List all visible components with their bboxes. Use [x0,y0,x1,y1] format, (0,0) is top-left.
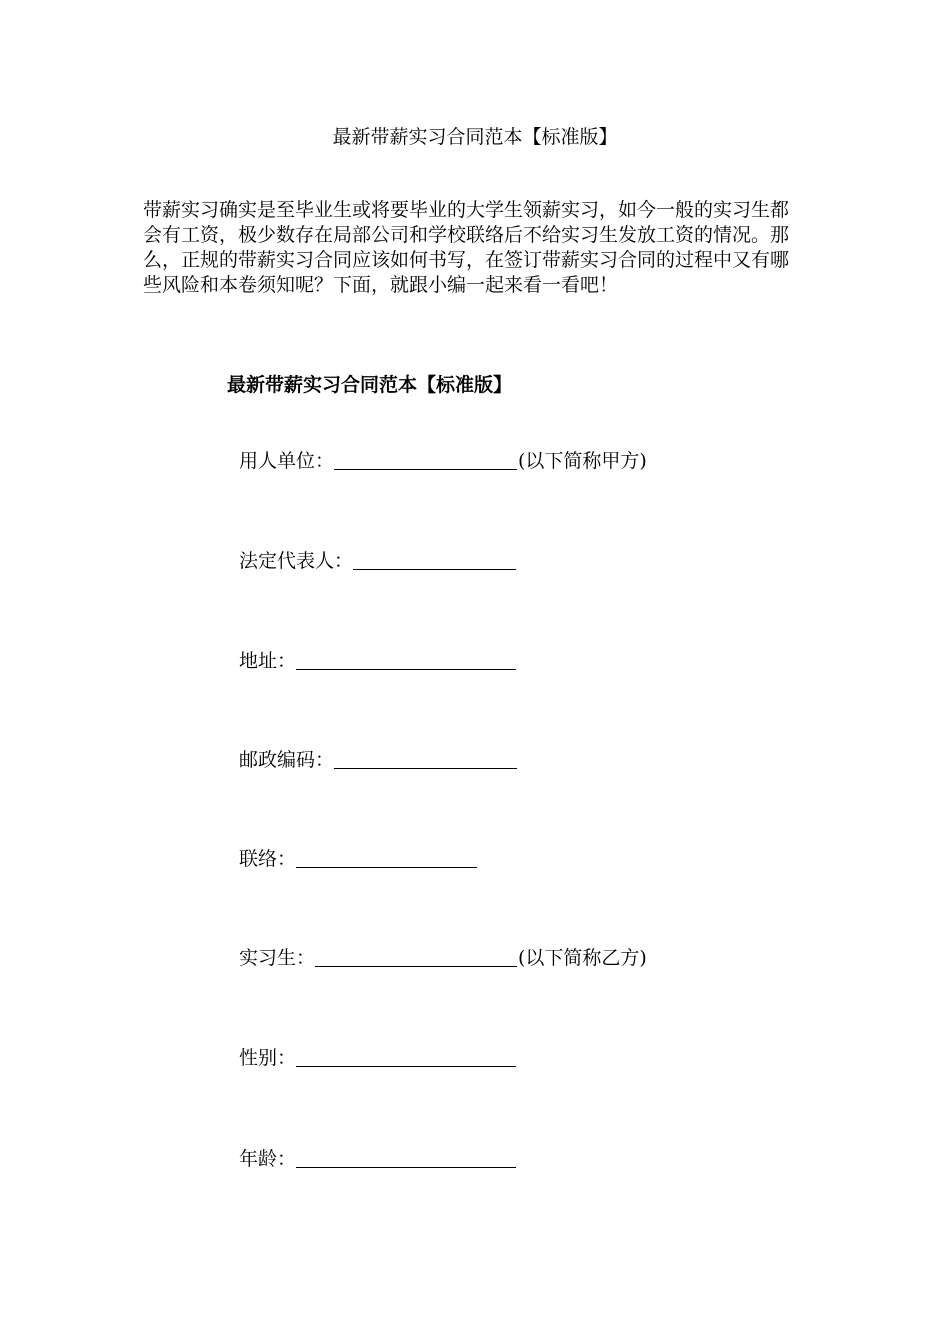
gender-label: 性别： [239,1047,297,1069]
address-field [239,648,516,674]
employer-suffix: (以下简称甲方) [518,450,647,472]
intern-suffix: (以下简称乙方) [518,947,647,969]
employer-field [239,448,647,474]
intro-paragraph [143,198,803,298]
legal-rep-field [239,548,516,574]
address-blank[interactable] [296,649,516,670]
intro-line: 些风险和本卷须知呢？下面，就跟小编一起来看一看吧！ [143,274,619,296]
gender-blank[interactable] [296,1046,516,1067]
page-title: 最新带薪实习合同范本【标准版】 [332,126,618,148]
contact-label: 联络： [239,848,297,870]
gender-field [239,1045,516,1071]
employer-label: 用人单位： [239,450,335,472]
age-field [239,1146,516,1172]
contact-field [239,846,477,872]
legal-rep-label: 法定代表人： [239,550,354,572]
intro-line: 么，正规的带薪实习合同应该如何书写，在签订带薪实习合同的过程中又有哪 [143,249,790,271]
employer-blank[interactable] [334,449,517,470]
postcode-blank[interactable] [334,748,517,769]
age-blank[interactable] [296,1147,516,1168]
intro-line: 会有工资，极少数存在局部公司和学校联络后不给实习生发放工资的情况。那 [143,224,790,246]
intern-label: 实习生： [239,947,316,969]
intro-line: 带薪实习确实是至毕业生或将要毕业的大学生领薪实习，如今一般的实习生都 [143,199,790,221]
contact-blank[interactable] [296,847,477,868]
age-label: 年龄： [239,1148,297,1170]
address-label: 地址： [239,650,297,672]
intern-blank[interactable] [315,946,517,967]
postcode-field [239,747,517,773]
postcode-label: 邮政编码： [239,749,335,771]
intern-field [239,945,647,971]
section-title: 最新带薪实习合同范本【标准版】 [227,374,513,396]
legal-rep-blank[interactable] [353,549,516,570]
